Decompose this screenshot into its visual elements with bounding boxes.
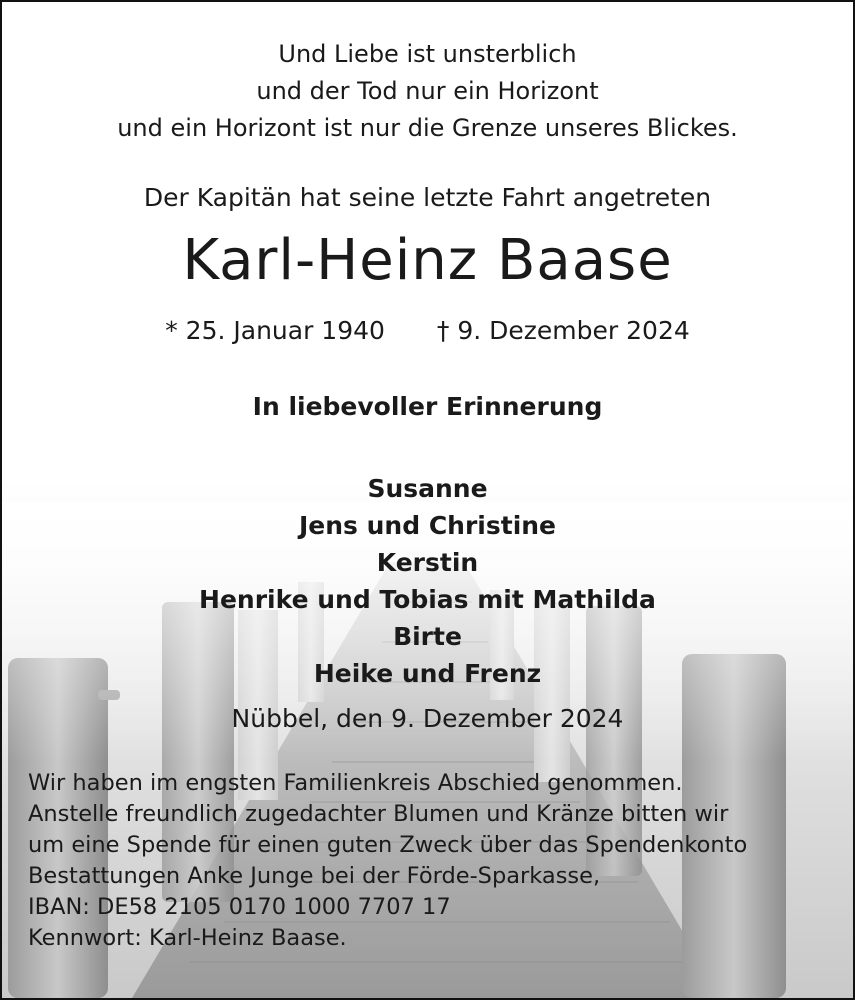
family-list xyxy=(2,470,853,692)
death-date: † 9. Dezember 2024 xyxy=(436,316,690,345)
poem-line: Und Liebe ist unsterblich xyxy=(278,40,577,68)
deceased-name: Karl-Heinz Baase xyxy=(182,228,673,293)
memory-heading: In liebevoller Erinnerung xyxy=(252,392,603,421)
body-line: Anstelle freundlich zugedachter Blumen und Kränze bitten wir xyxy=(28,801,729,827)
family-member: Susanne xyxy=(367,474,488,503)
family-member: Henrike und Tobias mit Mathilda xyxy=(199,585,656,614)
notice-body-text xyxy=(28,768,747,954)
body-line: um eine Spende für einen guten Zweck über das Spendenkonto xyxy=(28,832,748,858)
body-line: Kennwort: Karl-Heinz Baase. xyxy=(28,925,347,951)
family-member: Birte xyxy=(393,622,462,651)
body-line: Bestattungen Anke Junge bei der Förde-Sparkasse, xyxy=(28,863,601,889)
intro-line: Der Kapitän hat seine letzte Fahrt angetreten xyxy=(143,183,712,212)
place-and-date: Nübbel, den 9. Dezember 2024 xyxy=(231,704,624,733)
birth-date: * 25. Januar 1940 xyxy=(165,316,385,345)
body-line: IBAN: DE58 2105 0170 1000 7707 17 xyxy=(28,894,451,920)
body-line: Wir haben im engsten Familienkreis Abschied genommen. xyxy=(28,770,683,796)
family-member: Heike und Frenz xyxy=(313,659,542,688)
poem xyxy=(2,36,853,147)
life-dates xyxy=(2,316,853,345)
poem-line: und ein Horizont ist nur die Grenze unseres Blickes. xyxy=(117,114,738,142)
family-member: Jens und Christine xyxy=(298,511,557,540)
poem-line: und der Tod nur ein Horizont xyxy=(256,77,599,105)
family-member: Kerstin xyxy=(376,548,479,577)
